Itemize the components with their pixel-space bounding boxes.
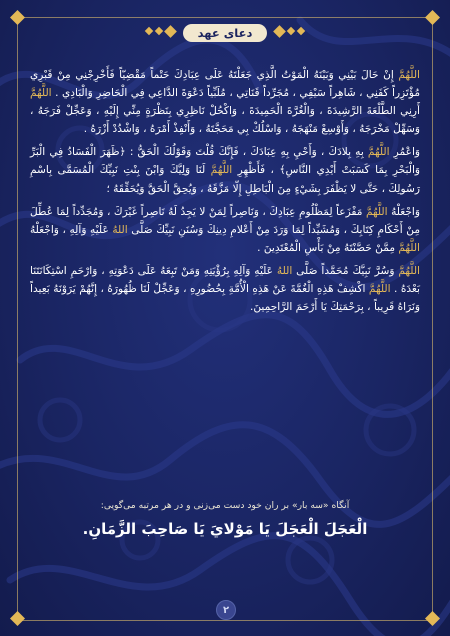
prayer-text — [30, 66, 420, 316]
highlighted-divine-name: اللَّهُمَّ — [398, 241, 420, 254]
corner-ornament-icon — [10, 611, 25, 626]
page-title: دعای عهد — [197, 26, 253, 40]
highlighted-divine-name: اللهُ — [112, 223, 128, 236]
highlighted-divine-name: اللَّهُمَّ — [365, 205, 388, 218]
prayer-text-segment: عَلَيْهِ وَآلِهِ ، وَاجْعَلْهُ — [30, 223, 113, 236]
highlighted-divine-name: اللَّهُمَّ — [368, 283, 391, 296]
header — [0, 24, 450, 44]
prayer-paragraph-4 — [30, 262, 420, 316]
prayer-text-segment: مَفْزَعاً لِمَظْلُومِ عِبَادِكَ ، وَنَاصِراً لِمَنْ لا يَجِدُ لَهُ نَاصِراً غَيْرَكَ ، وَمُجَدِّداً لِمَا عُطِّلَ مِنْ أَحْكَامِ كِتَابِكَ ، وَمُشَيِّداً لِمَا وَرَدَ مِنْ أَعْلامِ دِينِكَ وَسُنَنِ نَبِيِّكَ صَلَّى — [30, 205, 420, 236]
prayer-text-segment: أَرِنِي الطَّلْعَةَ الرَّشِيدَةَ ، وَالْغُرَّةَ الْحَمِيدَةَ ، وَاكْحُلْ نَاظِرِي بِنَظْرَةٍ مِنِّي إِلَيْهِ ، وَعَجِّلْ فَرَجَهُ ، وَسَهِّلْ مَخْرَجَهُ ، وَأَوْسِعْ مَنْهَجَهُ ، وَاسْلُكْ بِي مَحَجَّتَهُ ، وَأَنْفِذْ أَمْرَهُ ، وَاشْدُدْ أَزْرَهُ . — [30, 105, 420, 136]
prayer-paragraph-3 — [30, 203, 420, 257]
page-number-badge — [216, 600, 236, 620]
prayer-text-segment: وَسُرَّ نَبِيَّكَ مُحَمَّداً صَلَّى — [292, 264, 399, 277]
prayer-text-segment: عَلَيْهِ وَآلِهِ بِرُؤْيَتِهِ وَمَنْ تَبِعَهُ عَلَى دَعْوَتِهِ ، وَارْحَمِ اسْتِكَانَتَنَا بَعْدَهُ . — [30, 264, 420, 296]
diamond-ornament-right-icon — [275, 28, 304, 36]
highlighted-divine-name: اللَّهُمَّ — [210, 164, 233, 177]
corner-ornament-icon — [425, 10, 440, 25]
corner-ornament-icon — [10, 10, 25, 25]
prayer-text-segment: مِمَّنْ حَصَّنْتَهُ مِنْ بَأْسِ الْمُعْتَدِينَ . — [257, 241, 399, 254]
highlighted-divine-name: اللَّهُمَّ — [398, 264, 420, 277]
corner-ornament-icon — [425, 611, 440, 626]
highlighted-divine-name: اللَّهُمَّ — [30, 87, 52, 100]
highlighted-divine-name: اللَّهُمَّ — [367, 146, 390, 159]
diamond-ornament-left-icon — [146, 28, 175, 36]
prayer-text-segment: وَاعْمُرِ — [389, 146, 421, 159]
highlighted-divine-name: اللَّهُمَّ — [398, 69, 420, 81]
highlighted-divine-name: اللهُ — [276, 264, 293, 277]
instruction-note: آنگاه «سه بار» بر ران خود دست می‌زنی و در هر مرتبه می‌گویی: — [100, 500, 350, 511]
prayer-paragraph-2 — [30, 143, 420, 197]
prayer-paragraph-1 — [30, 66, 420, 138]
prayer-text-segment: اكْشِفْ هَذِهِ الْغُمَّةَ عَنْ هَذِهِ الْأُمَّةِ بِحُضُورِهِ ، وَعَجِّلْ لَنَا ظُهُورَهُ ، إِنَّهُمْ يَرَوْنَهُ بَعِيداً وَنَرَاهُ قَرِيباً ، بِرَحْمَتِكَ يَا أَرْحَمَ الرَّاحِمِينَ. — [30, 283, 420, 314]
prayer-text-segment: إِنْ حَالَ بَيْنِي وَبَيْنَهُ الْمَوْتُ الَّذِي جَعَلْتَهُ عَلَى عِبَادِكَ حَتْماً مَقْضِيّاً فَأَخْرِجْنِي مِنْ قَبْرِي مُؤْتَزِراً كَفَنِي ، شَاهِراً سَيْفِي ، مُجَرِّداً قَنَاتِي ، مُلَبِّياً دَعْوَةَ الدَّاعِي فِي الْحَاضِرِ وَالْبَادِي . — [30, 69, 420, 100]
title-pill — [183, 24, 267, 42]
prayer-text-segment: لَنَا وَلِيَّكَ وَابْنَ بِنْتِ نَبِيِّكَ الْمُسَمَّى بِاسْمِ رَسُولِكَ ، حَتَّى لا يَظْفَرَ بِشَيْءٍ مِنَ الْبَاطِلِ إِلّا مَزَّقَهُ ، وَيُحِقَّ الْحَقَّ وَيُحَقِّقَهُ ؛ — [30, 164, 420, 195]
closing-invocation: الْعَجَلَ الْعَجَلَ يَا مَوْلايَ يَا صَاحِبَ الزَّمَانِ. — [82, 520, 368, 538]
prayer-text-segment: بِهِ بِلادَكَ ، وَأَحْيِ بِهِ عِبَادَكَ ، فَإِنَّكَ قُلْتَ وَقَوْلُكَ الْحَقُّ : ﴿ظَهَرَ الْفَسَادُ فِي الْبَرِّ وَالْبَحْرِ بِمَا كَسَبَتْ أَيْدِي النَّاسِ﴾ ، فَأَظْهِرِ — [30, 146, 420, 177]
page-number: ۲ — [222, 604, 230, 616]
prayer-text-segment: وَاجْعَلْهُ — [387, 205, 420, 218]
